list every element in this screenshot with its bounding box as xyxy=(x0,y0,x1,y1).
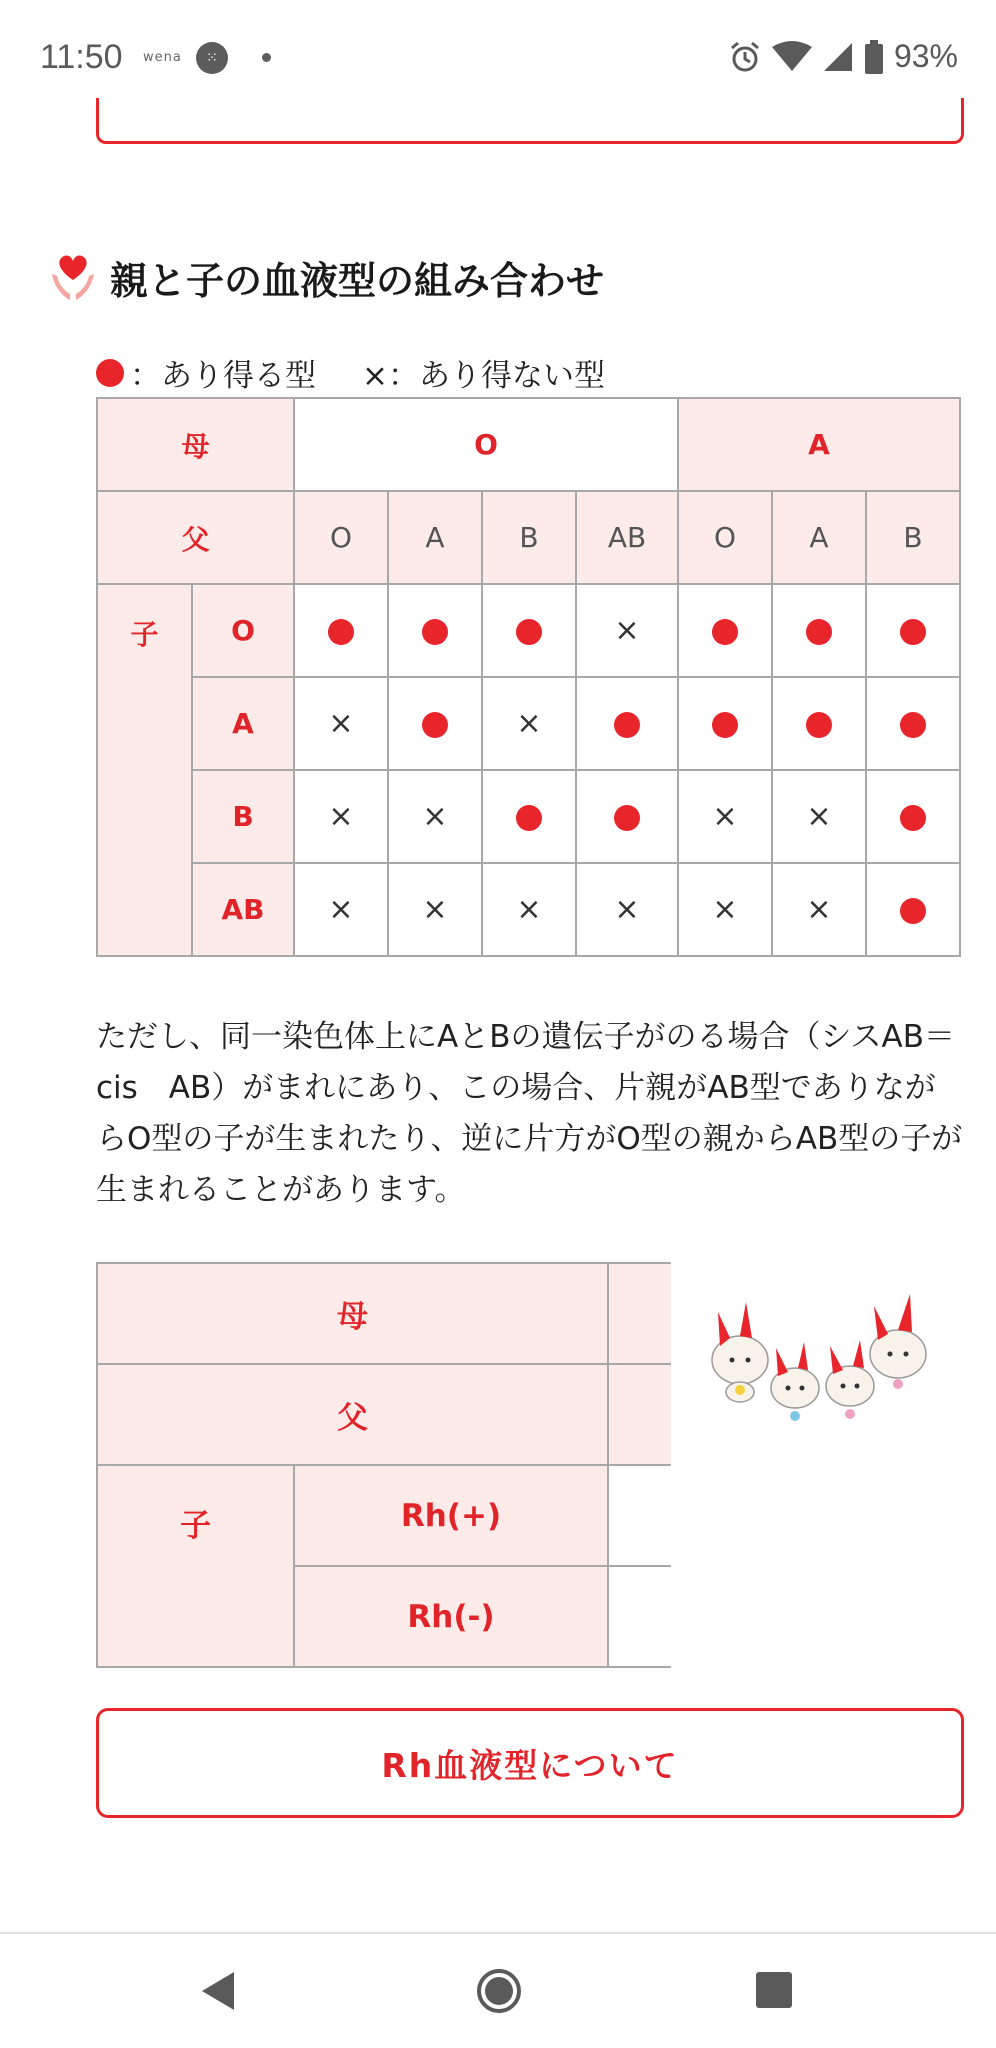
father-type: A xyxy=(772,491,866,584)
possible-dot-icon xyxy=(328,619,354,645)
possible-dot-icon xyxy=(422,712,448,738)
result-cell xyxy=(388,584,482,677)
possible-dot-icon xyxy=(900,805,926,831)
father-type: A xyxy=(388,491,482,584)
alarm-icon xyxy=(728,40,762,74)
impossible-cross: × xyxy=(328,799,354,834)
rh-mother-row xyxy=(97,1263,671,1364)
possible-dot-icon xyxy=(516,805,542,831)
father-type: B xyxy=(482,491,576,584)
impossible-cross: × xyxy=(516,706,542,741)
heart-hands-icon xyxy=(50,252,96,304)
rh-child-label: 子 xyxy=(97,1465,294,1667)
impossible-cross: × xyxy=(614,892,640,927)
result-cell xyxy=(772,677,866,770)
notification-dot-icon xyxy=(262,53,271,62)
result-cell xyxy=(678,863,772,956)
result-cell xyxy=(482,677,576,770)
possible-dot-icon xyxy=(614,712,640,738)
cell-signal-icon xyxy=(822,41,854,73)
blood-drop-mascots-illustration xyxy=(700,1280,940,1430)
mother-type: A xyxy=(678,398,960,491)
result-cell xyxy=(576,770,678,863)
child-row xyxy=(97,584,960,677)
possible-dot-icon xyxy=(712,712,738,738)
previous-button-partial[interactable] xyxy=(96,98,964,144)
result-cell xyxy=(772,770,866,863)
mother-row xyxy=(97,398,960,491)
result-cell xyxy=(866,863,960,956)
impossible-cross: × xyxy=(328,892,354,927)
back-icon[interactable] xyxy=(200,1970,236,2012)
possible-dot-icon xyxy=(806,619,832,645)
possible-dot-icon xyxy=(614,805,640,831)
impossible-cross: × xyxy=(516,892,542,927)
recent-apps-icon[interactable] xyxy=(756,1972,792,2008)
mother-type: O xyxy=(294,398,678,491)
rh-negative-label: Rh(-) xyxy=(294,1566,608,1667)
impossible-cross: × xyxy=(422,799,448,834)
child-type: O xyxy=(192,584,294,677)
status-right-group xyxy=(728,38,958,75)
cis-ab-note: ただし、同一染色体上にAとBの遺伝子がのる場合（シスAB＝cis AB）がまれにあり、この場合、片親がAB型でありながらO型の子が生まれたり、逆に片方がO型の親からAB型の子が生まれることがあります。 xyxy=(96,1019,963,1208)
result-cell xyxy=(482,770,576,863)
child-type: AB xyxy=(192,863,294,956)
result-cell xyxy=(866,584,960,677)
legend-dot-icon xyxy=(96,359,124,387)
father-type: O xyxy=(294,491,388,584)
status-app-label: wena xyxy=(143,50,182,65)
father-type: B xyxy=(866,491,960,584)
child-row xyxy=(97,677,960,770)
child-row xyxy=(97,770,960,863)
impossible-cross: × xyxy=(806,892,832,927)
child-type: B xyxy=(192,770,294,863)
result-cell xyxy=(482,863,576,956)
result-cell xyxy=(678,584,772,677)
father-label: 父 xyxy=(97,491,294,584)
result-cell xyxy=(678,677,772,770)
result-cell xyxy=(576,677,678,770)
possible-dot-icon xyxy=(900,619,926,645)
navigation-bar xyxy=(0,1934,996,2048)
impossible-cross: × xyxy=(712,799,738,834)
child-row xyxy=(97,863,960,956)
result-cell xyxy=(294,770,388,863)
result-cell xyxy=(388,770,482,863)
impossible-cross: × xyxy=(712,892,738,927)
legend-possible: ：あり得る型 xyxy=(130,358,316,394)
child-type: A xyxy=(192,677,294,770)
impossible-cross: × xyxy=(614,613,640,648)
battery-percent: 93% xyxy=(893,38,958,74)
result-cell xyxy=(772,863,866,956)
result-cell xyxy=(294,677,388,770)
battery-icon xyxy=(864,40,884,74)
result-cell xyxy=(866,770,960,863)
result-cell xyxy=(388,677,482,770)
father-type: AB xyxy=(576,491,678,584)
section-title: 親と子の血液型の組み合わせ xyxy=(110,259,605,303)
rh-father-label: 父 xyxy=(97,1364,608,1465)
possible-dot-icon xyxy=(516,619,542,645)
child-label: 子 xyxy=(97,584,192,956)
possible-dot-icon xyxy=(422,619,448,645)
result-cell xyxy=(294,863,388,956)
result-cell xyxy=(678,770,772,863)
father-type: O xyxy=(678,491,772,584)
possible-dot-icon xyxy=(806,712,832,738)
rh-blood-type-button[interactable]: Rh血液型について xyxy=(96,1708,964,1818)
rh-mother-label: 母 xyxy=(97,1263,608,1364)
impossible-cross: × xyxy=(328,706,354,741)
result-cell xyxy=(294,584,388,677)
possible-dot-icon xyxy=(712,619,738,645)
section-header xyxy=(50,250,604,305)
father-row xyxy=(97,491,960,584)
legend-impossible: ×：あり得ない型 xyxy=(362,358,605,394)
result-cell xyxy=(576,584,678,677)
rh-child-row xyxy=(97,1465,671,1566)
impossible-cross: × xyxy=(422,892,448,927)
legend xyxy=(96,350,605,395)
result-cell xyxy=(482,584,576,677)
wifi-icon xyxy=(772,41,812,73)
result-cell xyxy=(772,584,866,677)
rh-table xyxy=(96,1262,671,1668)
blood-type-table xyxy=(96,397,961,957)
possible-dot-icon xyxy=(900,898,926,924)
status-time: 11:50 xyxy=(40,38,123,76)
impossible-cross: × xyxy=(806,799,832,834)
result-cell xyxy=(576,863,678,956)
rh-father-row xyxy=(97,1364,671,1465)
rh-positive-label: Rh(+) xyxy=(294,1465,608,1566)
result-cell xyxy=(866,677,960,770)
possible-dot-icon xyxy=(900,712,926,738)
blackberry-icon: ⁙ xyxy=(196,42,228,74)
home-icon[interactable] xyxy=(476,1968,522,2014)
mother-label: 母 xyxy=(97,398,294,491)
result-cell xyxy=(388,863,482,956)
